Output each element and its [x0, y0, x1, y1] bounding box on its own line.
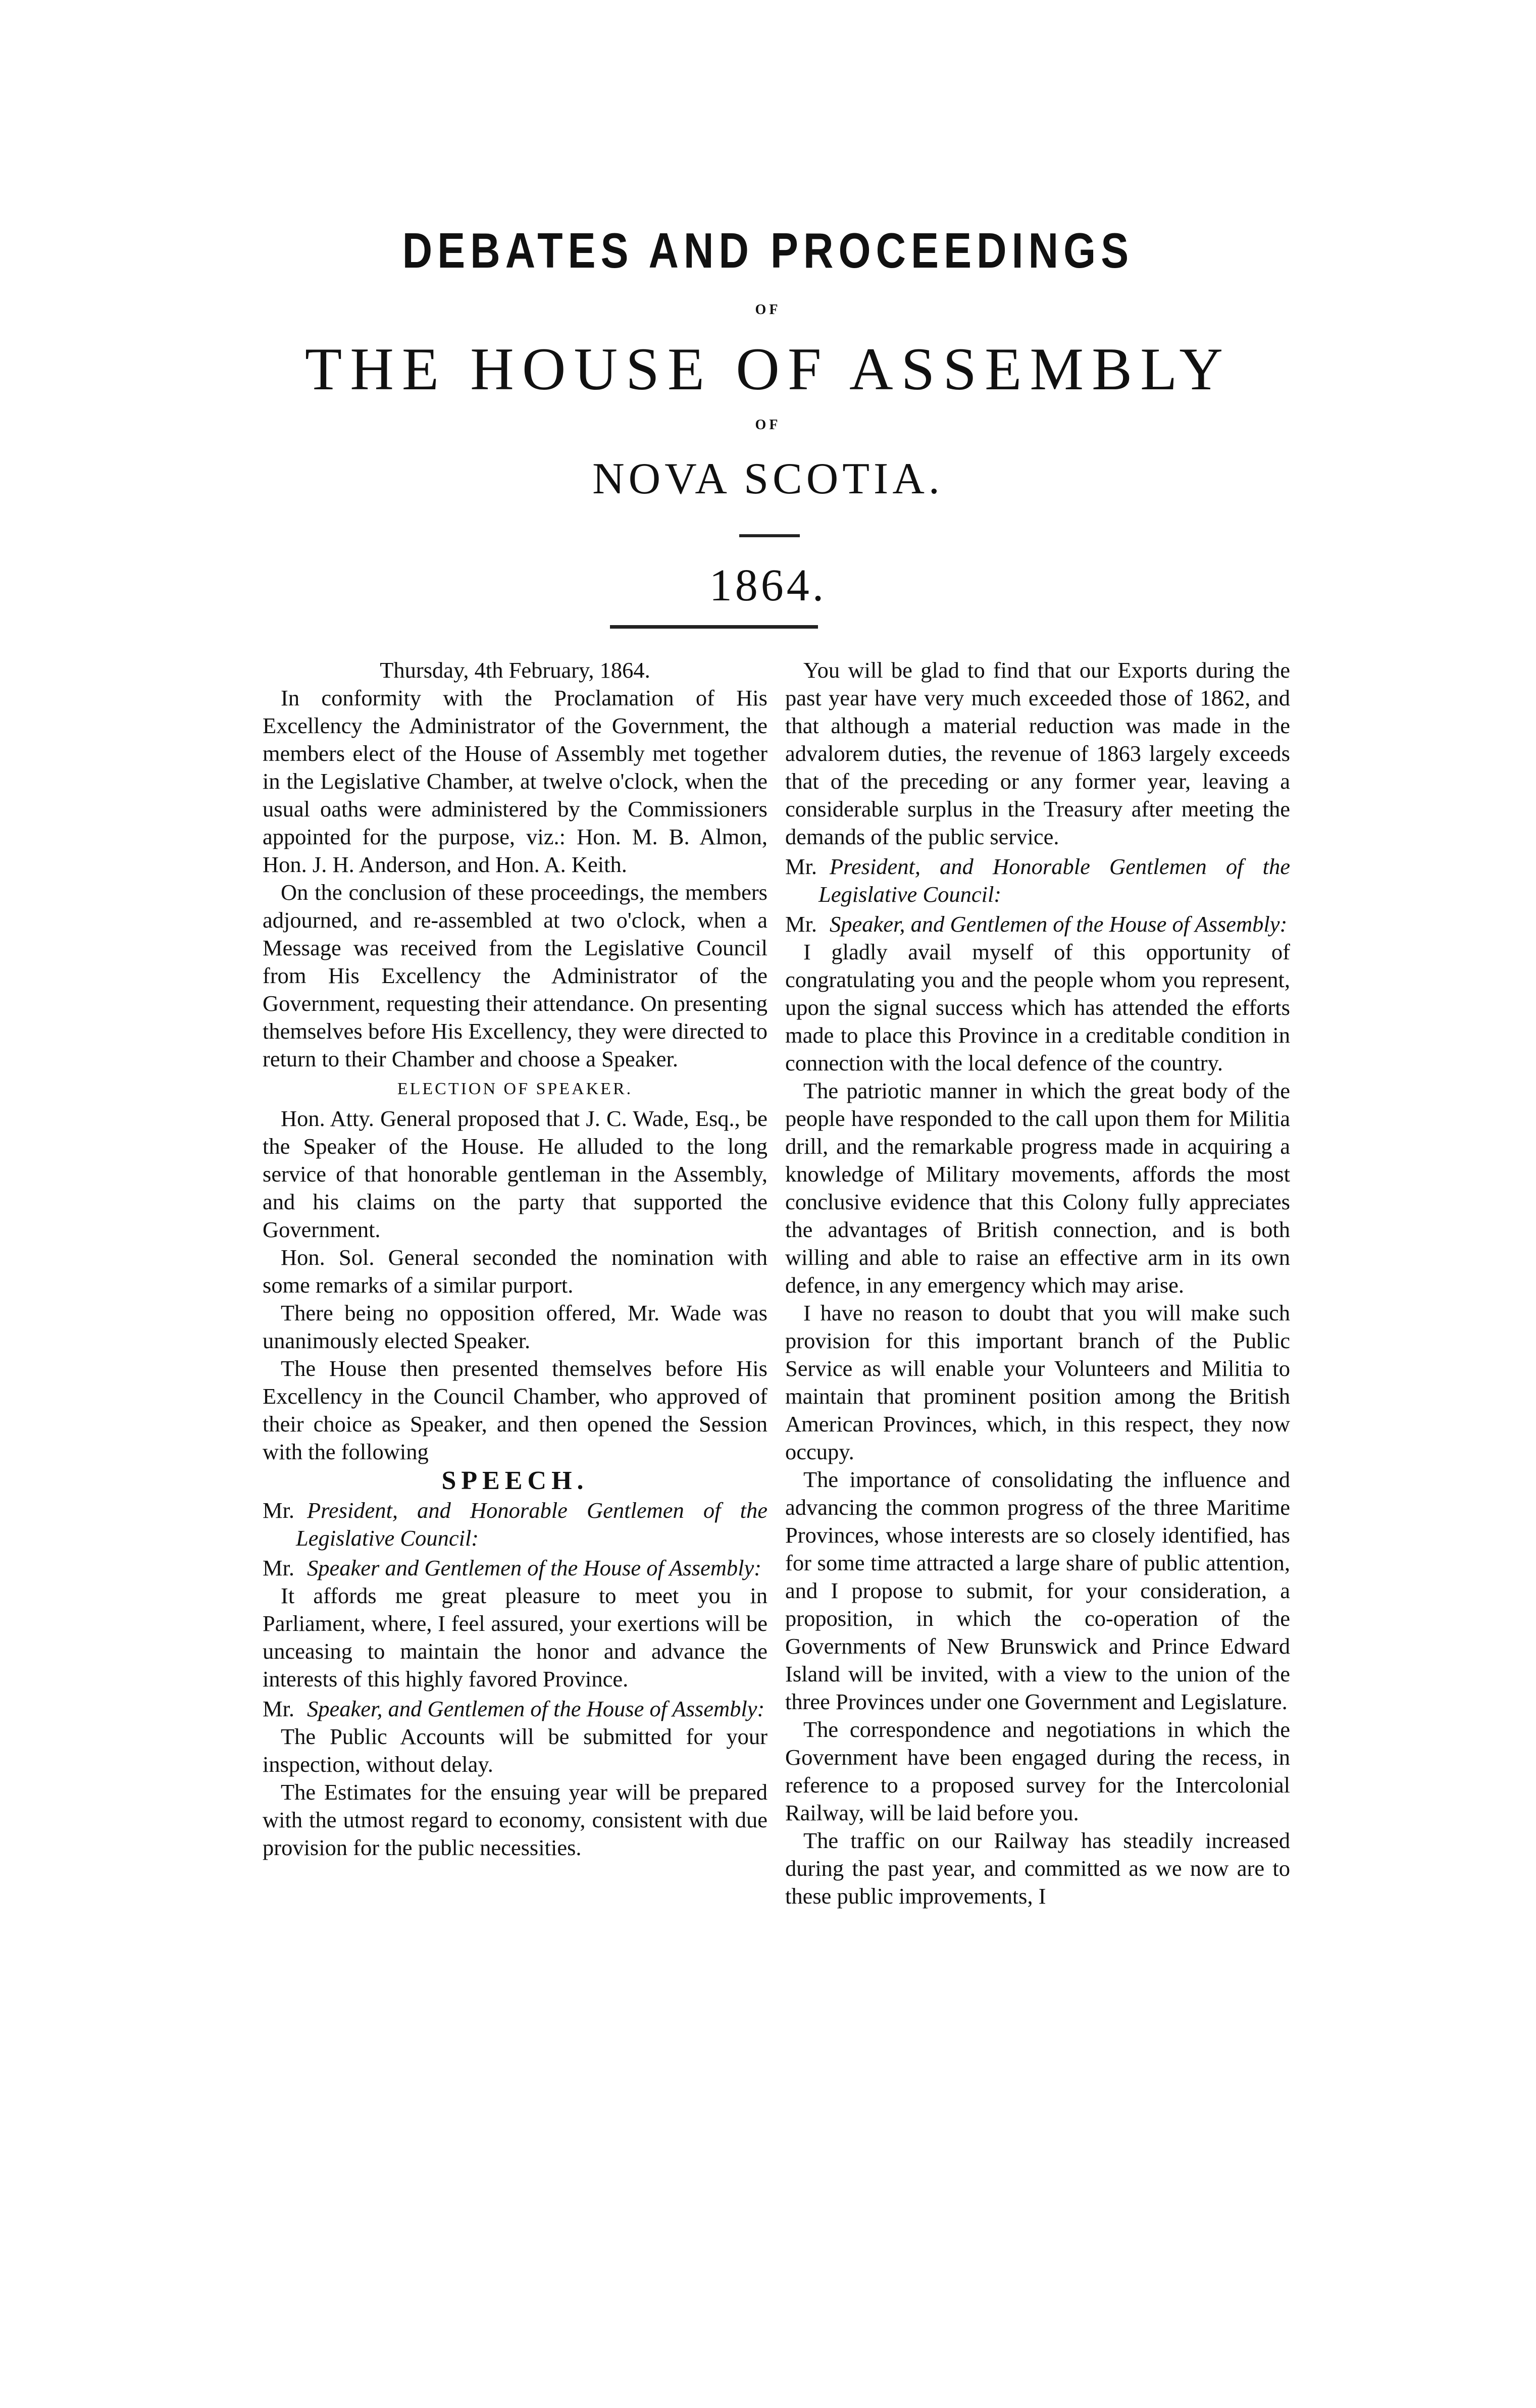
paragraph: The Public Accounts will be submitted for your inspection, without delay. [263, 1724, 767, 1777]
address-lead: Mr. [263, 1498, 295, 1523]
paragraph: In conformity with the Proclamation of His Excellency the Administrator of the Government, the members elect of the House of Assembly met together in the Legislative Chamber, at twelve o'clock, when the usual oaths were administered by the Commissioners appointed for the purpose, viz.: Hon. M. B. Almon, Hon. J. H. Anderson, and Hon. A. Keith. [263, 685, 767, 877]
address-text: Speaker, and Gentlemen of the House of Assembly: [307, 1696, 765, 1721]
address-lead: Mr. [263, 1555, 295, 1580]
paragraph: On the conclusion of these proceedings, the members adjourned, and re-assembled at two o'clock, when a Message was received from the Legislative Council from His Excellency the Administrator of the Government, requesting their attendance. On presenting themselves before His Excellency, they were directed to return to their Chamber and choose a Speaker. [263, 880, 767, 1071]
address-text: President, and Honorable Gentlemen of the Legislative Council: [818, 854, 1290, 907]
title-nova-scotia: NOVA SCOTIA. [592, 454, 944, 503]
left-column [263, 656, 767, 2343]
paragraph: The importance of consolidating the influence and advancing the common progress of the three Maritime Provinces, whose interests are so closely identified, has for some time attracted a large share of public attention, and I propose to submit, for your consideration, a proposition, in which the co-operation of the Governments of New Brunswick and Prince Edward Island will be invited, with a view to the union of the three Provinces under one Government and Legislature. [785, 1467, 1290, 1714]
address-line [263, 1497, 767, 1552]
section-heading-speech: SPEECH. [441, 1466, 589, 1495]
title-of-2: OF [755, 417, 781, 433]
paragraph: The correspondence and negotiations in which the Government have been engaged during the recess, in reference to a proposed survey for the Intercolonial Railway, will be laid before you. [785, 1717, 1290, 1825]
paragraph: Hon. Sol. General seconded the nomination with some remarks of a similar purport. [263, 1245, 767, 1298]
paragraph: The traffic on our Railway has steadily increased during the past year, and committed as we now are to these public improvements, I [785, 1828, 1290, 1909]
address-line [263, 1554, 767, 1582]
paragraph: You will be glad to find that our Exports during the past year have very much exceeded those of 1862, and that although a material reduction was made in the advalorem duties, the revenue of 1863 largely exceeds that of the preceding or any former year, leaving a considerable surplus in the Treasury after meeting the demands of the public service. [785, 657, 1290, 849]
address-text: Speaker, and Gentlemen of the House of Assembly: [830, 911, 1288, 937]
address-line [263, 1695, 767, 1723]
year: 1864. [709, 560, 827, 610]
section-heading-election: ELECTION OF SPEAKER. [397, 1080, 633, 1098]
address-text: Speaker and Gentlemen of the House of Assembly: [307, 1555, 762, 1580]
title-house-of-assembly: THE HOUSE OF ASSEMBLY [304, 335, 1232, 402]
short-divider [739, 534, 800, 537]
address-lead: Mr. [263, 1696, 295, 1721]
paragraph: The House then presented themselves before His Excellency in the Council Chamber, who approved of their choice as Speaker, and then opened the Session with the following [263, 1356, 767, 1464]
session-date: Thursday, 4th February, 1864. [380, 657, 650, 683]
paragraph: Hon. Atty. General proposed that J. C. Wade, Esq., be the Speaker of the House. He alluded to the long service of that honorable gentleman in the Assembly, and his claims on the party that supported the Government. [263, 1106, 767, 1242]
address-lead: Mr. [785, 911, 817, 937]
title-debates-and-proceedings: DEBATES AND PROCEEDINGS [402, 223, 1134, 278]
right-column [785, 656, 1290, 2343]
address-line [785, 910, 1290, 938]
address-lead: Mr. [785, 854, 817, 879]
paragraph: There being no opposition offered, Mr. Wade was unanimously elected Speaker. [263, 1300, 767, 1353]
title-of-1: OF [755, 302, 781, 318]
paragraph: The Estimates for the ensuing year will be prepared with the utmost regard to economy, consistent with due provision for the public necessities. [263, 1779, 767, 1860]
long-divider [610, 625, 818, 629]
paragraph: It affords me great pleasure to meet you in Parliament, where, I feel assured, your exertions will be unceasing to maintain the honor and advance the interests of this highly favored Province. [263, 1583, 767, 1692]
paragraph: I gladly avail myself of this opportunity of congratulating you and the people whom you represent, upon the signal success which has attended the efforts made to place this Province in a creditable condition in connection with the local defence of the country. [785, 939, 1290, 1075]
paragraph: I have no reason to doubt that you will make such provision for this important branch of the Public Service as will enable your Volunteers and Militia to maintain that prominent position among the British American Provinces, which, in this respect, they now occupy. [785, 1300, 1290, 1464]
address-text: President, and Honorable Gentlemen of the Legislative Council: [296, 1498, 767, 1551]
paragraph: The patriotic manner in which the great body of the people have responded to the call upon them for Militia drill, and the remarkable progress made in acquiring a knowledge of Military movements, affords the most conclusive evidence that this Colony fully appreciates the advantages of British connection, and is both willing and able to raise an effective arm in its own defence, in any emergency which may arise. [785, 1078, 1290, 1298]
address-line [785, 853, 1290, 908]
